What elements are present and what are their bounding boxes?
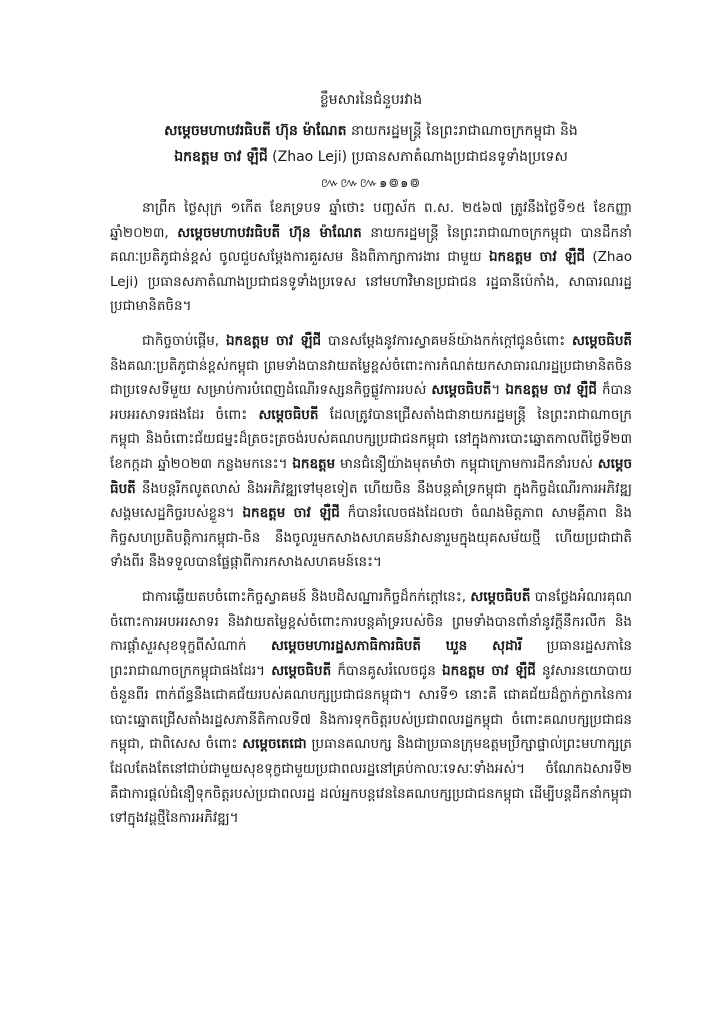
paragraph-1 — [110, 196, 632, 319]
paragraph-text: នាយករដ្ឋមន្ត្រី នៃព្រះរាជាណាចក្រកម្ពុជា បានដឹកនាំគណៈប្រតិភូជាន់ខ្ពស់ ចូលជួបសម្តែងការគួរសម និងពិភាក្សាការងារ ជាមួយ — [110, 224, 632, 266]
paragraph-text: ប្រធានគណបក្ស និងជាប្រធានក្រុមឧត្តមប្រឹក្សាផ្ទាល់ព្រះមហាក្សត្រ ដែលតែងតែនៅជាប់ជាមួយសុខទុក្ខជាមួយប្រជាពលរដ្ឋនៅគ្រប់កាលៈទេសៈទាំងអស់។ ចំណែកឯសារទី២ គឺជាការផ្តល់ជំនឿទុកចិត្តរបស់ប្រជាពលរដ្ឋ ដល់អ្នកបន្តវេននៃគណបក្សប្រជាជនកម្ពុជា ដើម្បីបន្តដឹកនាំកម្ពុជាទៅក្នុងវដ្តថ្មីនៃការអភិវឌ្ឍ។ — [110, 736, 632, 827]
paragraph-3 — [110, 585, 632, 831]
bold-name-text: សម្តេចធិបតី — [258, 406, 319, 423]
ornament-divider: ៚៚៚๑៙๑៙ — [320, 176, 422, 191]
paragraph-text: ក៏បានគូសរំលេចជូន — [331, 662, 443, 679]
paragraph-text: ក៏បានរំលេចផងដែលថា ចំណងមិត្តភាព សាមគ្គីភាព និងកិច្ចសហប្រតិបត្តិការកម្ពុជា-ចិន នឹងចូលរួមកសាងសហគមន៍វាសនារួមក្នុងយុគសម័យថ្មី ហើយប្រជាជាតិទាំងពីរ នឹងទទួលបានផ្លែផ្កាពីការកសាងសហគមន៍នេះ។ — [110, 505, 632, 571]
heading-role-prime-minister: នាយករដ្ឋមន្ត្រី នៃព្រះរាជាណាចក្រកម្ពុជា និង — [346, 123, 578, 139]
heading-name-prime-minister: សម្តេចមហាបវរធិបតី ហ៊ុន ម៉ាណែត — [164, 123, 347, 139]
paragraph-text: បានសម្តែងនូវការស្វាគមន៍យ៉ាងកក់ក្តៅជូនចំពោះ — [321, 332, 573, 349]
paragraph-text: នឹងបន្តរីកលូតលាស់ និងអភិវឌ្ឍទៅមុខទៀត ហើយចិន នឹងបន្តគាំទ្រកម្ពុជា ក្នុងកិច្ចដំណើរការអភិវឌ្ឍសង្គមសេដ្ឋកិច្ចរបស់ខ្លួន។ — [110, 480, 632, 522]
document-title: ខ្លឹមសារនៃជំនួបរវាង — [319, 92, 423, 108]
heading-name-chairman: ឯកឧត្តម ចាវ ឡឺជី — [174, 149, 268, 165]
paragraph-text: (Zhao Leji) ប្រធានសភាតំណាងប្រជាជនទូទាំងប្រទេស នៅមហាវិមានប្រជាជន រដ្ឋធានីប៉េកាំង, សាធារណរដ្ឋប្រជាមានិតចិន។ — [110, 249, 632, 315]
paragraph-text: នាព្រឹក ថ្ងៃសុក្រ ១កើត ខែភទ្របទ ឆ្នាំថោះ បញ្ចស័ក ព.ស. ២៥៦៧ ត្រូវនឹងថ្ងៃទី១៥ ខែកញ្ញា ឆ្នាំ២០២៣, — [110, 200, 632, 241]
bold-name-text: សម្តេចធិបតី — [110, 455, 633, 497]
heading-line-1 — [110, 118, 632, 144]
heading-line-2 — [110, 144, 632, 170]
paragraph-text: នូវសារនយោបាយចំនួនពីរ ពាក់ព័ន្ធនឹងជោគជ័យរបស់គណបក្សប្រជាជនកម្ពុជា។ សារទី១ នោះគឺ ជោគជ័យដ៏ក្លាក់ក្លាកនៃការបោះឆ្នោតជ្រើសតាំងរដ្ឋសភានីតិកាលទី៧ និងការទុកចិត្តរបស់ប្រជាពលរដ្ឋកម្ពុជា ចំពោះគណបក្សប្រជាជនកម្ពុជា, ជាពិសេស ចំពោះ — [110, 662, 632, 753]
bold-name-text: សម្តេចធិបតី — [572, 332, 633, 349]
bold-name-text: ឯកឧត្តម — [292, 455, 336, 472]
paragraph-text: មានជំនឿយ៉ាងមុតមាំថា កម្ពុជាក្រោមការដឹកនាំរបស់ — [335, 455, 598, 472]
bold-name-text: សម្តេចធិបតី — [271, 662, 332, 679]
paragraph-text: ប្រធានរដ្ឋសភានៃព្រះរាជាណាចក្រកម្ពុជាផងដែរ។ — [110, 638, 632, 679]
bold-name-text: សម្តេចមហារដ្ឋសភាធិការធិបតី ឃួន សុដារី — [270, 638, 523, 655]
bold-name-text: ឯកឧត្តម ចាវ ឡឺជី — [242, 505, 340, 522]
bold-name-text: ឯកឧត្តម ចាវ ឡឺជី — [488, 249, 586, 266]
bold-name-text: ឯកឧត្តម ចាវ ឡឺជី — [225, 332, 322, 349]
body-text — [110, 196, 632, 831]
bold-name-text: សម្តេចធិបតី — [431, 382, 492, 399]
paragraph-text: ជាកិច្ចចាប់ផ្តើម, — [142, 332, 226, 349]
paragraph-text: បានថ្លែងអំណរគុណចំពោះការអបអរសាទរ និងវាយតម្លៃខ្ពស់ចំពោះការបន្តគាំទ្ររបស់ចិន ព្រមទាំងបានពាំនាំនូវក្តីនឹករលឹក និងការផ្តាំសួរសុខទុក្ខពីសំណាក់ — [110, 588, 632, 655]
paragraph-text: ជាការឆ្លើយតបចំពោះកិច្ចស្វាគមន៍ និងបដិសណ្ឋារកិច្ចដ៏កក់ក្តៅនេះ, — [142, 588, 471, 605]
bold-name-text: សម្តេចតេជោ — [242, 736, 307, 753]
bold-name-text: សម្តេចធិបតី — [470, 588, 531, 605]
heading-role-chairman: (Zhao Leji) ប្រធានសភាតំណាងប្រជាជនទូទាំងប្រទេស — [267, 149, 568, 165]
paragraph-text: ក៏បានអបអរសាទរផងដែរ ចំពោះ — [110, 382, 632, 423]
paragraph-text: និងគណៈប្រតិភូជាន់ខ្ពស់កម្ពុជា ព្រមទាំងបានវាយតម្លៃខ្ពស់ចំពោះការកំណត់យកសាធារណរដ្ឋប្រជាមានិតចិន ជាប្រទេសទីមួយ សម្រាប់ការបំពេញដំណើរទស្សនកិច្ចផ្លូវការរបស់ — [110, 357, 632, 399]
document-page — [110, 88, 632, 841]
paragraph-2 — [110, 329, 632, 575]
bold-name-text: ឯកឧត្តម ចាវ ឡឺជី — [505, 382, 597, 399]
paragraph-text: ដែលត្រូវបានជ្រើសតាំងជានាយករដ្ឋមន្ត្រី នៃព្រះរាជាណាចក្រកម្ពុជា និងចំពោះជ័យជម្នះដ៏ត្រចះត្រចង់របស់គណបក្សប្រជាជនកម្ពុជា នៅក្នុងការបោះឆ្នោតកាលពីថ្ងៃទី២៣ ខែកក្កដា ឆ្នាំ២០២៣ កន្លងមកនេះ។ — [110, 406, 632, 472]
paragraph-text: ។ — [491, 382, 506, 399]
bold-name-text: សម្តេចមហាបវរធិបតី ហ៊ុន ម៉ាណែត — [177, 224, 362, 241]
bold-name-text: ឯកឧត្តម ចាវ ឡឺជី — [442, 662, 536, 679]
